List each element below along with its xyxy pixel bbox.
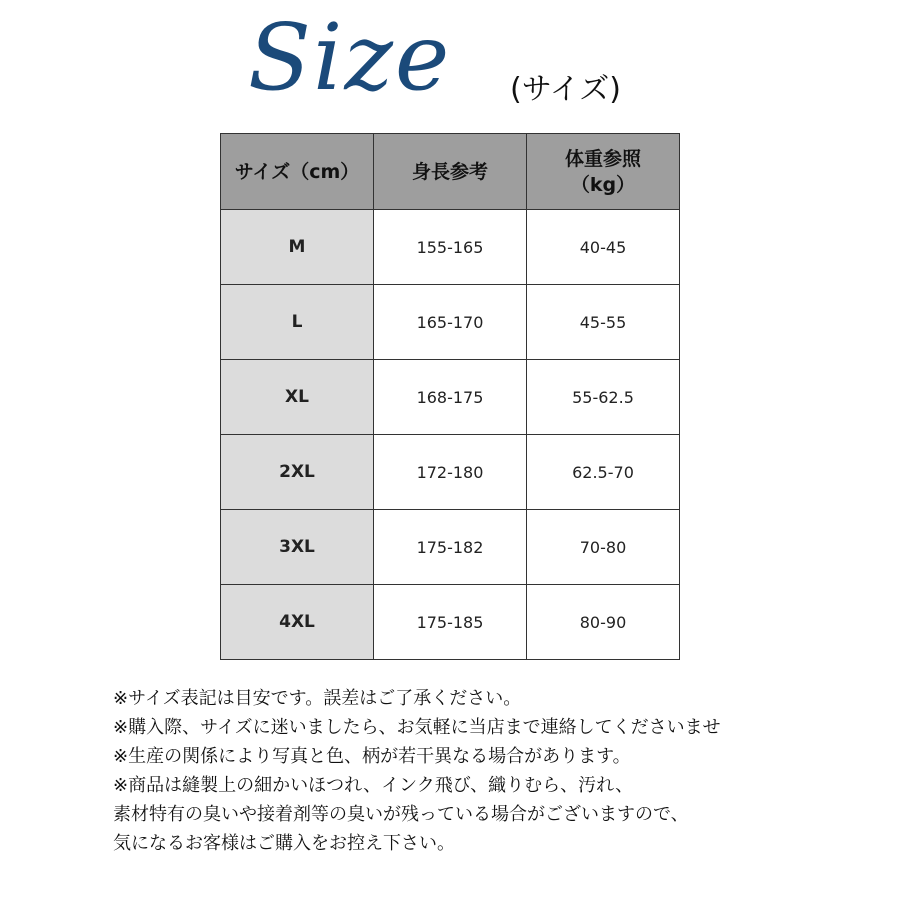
height-cell: 175-185 [374,585,527,660]
header-weight-line: 体重参照 [564,147,641,170]
header-size: サイズ（cm） [221,134,374,210]
height-cell: 172-180 [374,435,527,510]
weight-cell: 80-90 [527,585,680,660]
size-cell: L [221,285,374,360]
size-cell: M [221,210,374,285]
table-header-row [221,134,680,210]
height-cell: 168-175 [374,360,527,435]
note-line: ※商品は縫製上の細かいほつれ、インク飛び、織りむら、汚れ、 [113,775,634,796]
size-cell: XL [221,360,374,435]
title-script-text: Size [248,4,452,111]
height-cell: 155-165 [374,210,527,285]
note-line: ※購入際、サイズに迷いましたら、お気軽に当店まで連絡してくださいませ [113,717,721,738]
weight-cell: 45-55 [527,285,680,360]
weight-cell: 70-80 [527,510,680,585]
size-title [248,4,668,118]
note-line: 素材特有の臭いや接着剤等の臭いが残っている場合がございますので、 [113,804,689,825]
size-table [220,133,680,660]
title-subtitle: (サイズ) [510,72,622,107]
note-line: 気になるお客様はご購入をお控え下さい。 [113,833,455,854]
weight-cell: 55-62.5 [527,360,680,435]
weight-cell: 62.5-70 [527,435,680,510]
table-row [221,210,680,285]
weight-cell: 40-45 [527,210,680,285]
size-cell: 2XL [221,435,374,510]
header-height: 身長参考 [374,134,527,210]
table-row [221,360,680,435]
table-row [221,585,680,660]
height-cell: 165-170 [374,285,527,360]
header-weight-label [565,148,641,196]
table-row [221,510,680,585]
table-row [221,435,680,510]
note-line: ※サイズ表記は目安です。誤差はご了承ください。 [113,688,522,709]
notes-block [113,684,873,858]
header-weight [527,134,680,210]
size-cell: 3XL [221,510,374,585]
header-weight-line: （kg） [570,173,636,196]
table-row [221,285,680,360]
size-cell: 4XL [221,585,374,660]
note-line: ※生産の関係により写真と色、柄が若干異なる場合があります。 [113,746,631,767]
height-cell: 175-182 [374,510,527,585]
